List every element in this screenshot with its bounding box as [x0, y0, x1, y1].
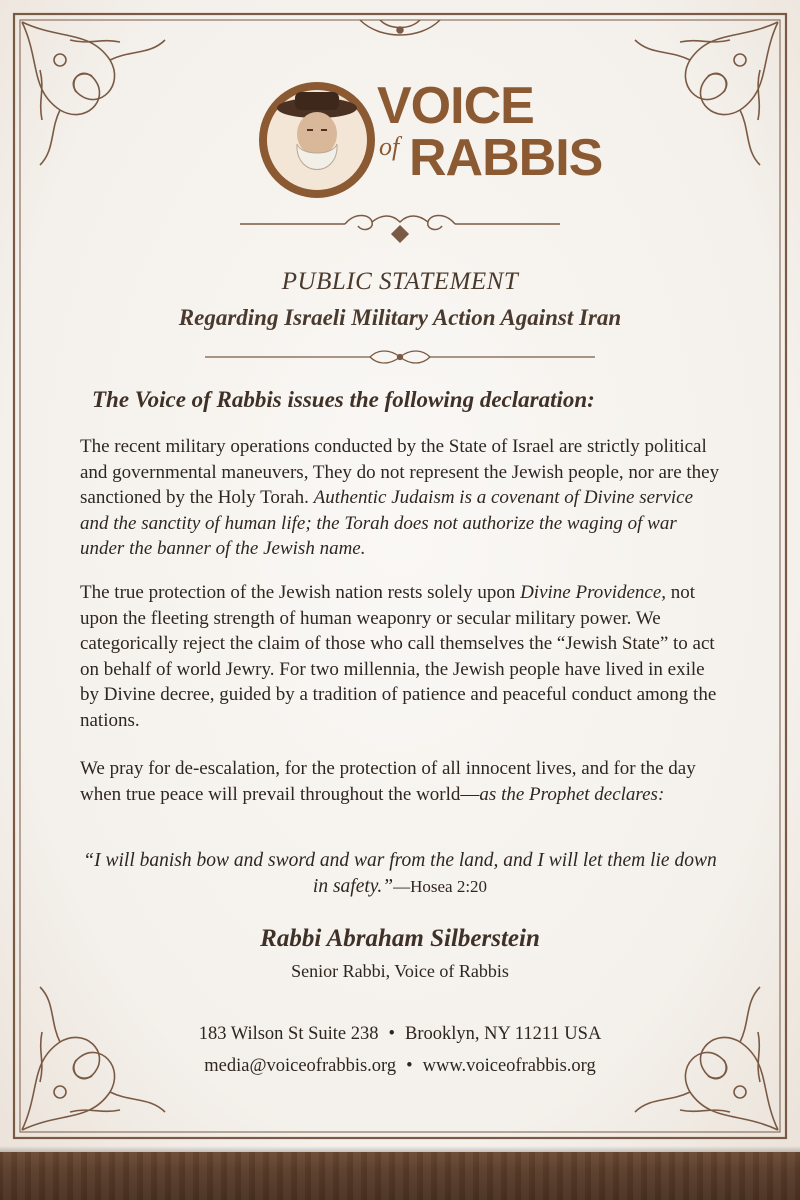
signatory-name: Rabbi Abraham Silberstein: [260, 925, 540, 952]
contact-separator: •: [406, 1056, 413, 1076]
paragraph-3: [80, 756, 720, 807]
signatory-title: Senior Rabbi, Voice of Rabbis: [291, 961, 509, 981]
statement-subtitle: Regarding Israeli Military Action Against Iran: [178, 305, 622, 330]
statement-title: PUBLIC STATEMENT: [281, 268, 519, 295]
quote-reference: —Hosea 2:20: [393, 877, 488, 896]
corner-flourish-top-right: [635, 22, 778, 165]
corner-flourish-top-left: [22, 22, 165, 165]
logo-line-of: of: [379, 132, 400, 161]
contact-email-link[interactable]: media@voiceofrabbis.org: [204, 1056, 397, 1076]
contact-separator: •: [388, 1024, 395, 1044]
paragraph-1-text: The recent military operations conducted by the State of Israel are strictly political and governmental maneuvers, They do not represent the Jewish people, nor are they sanctioned by the Holy Torah.: [80, 436, 720, 508]
declaration-intro: The Voice of Rabbis issues the following declaration:: [92, 387, 595, 412]
wooden-surface: [0, 1152, 800, 1200]
quote-text: “I will banish bow and sword and war from the land, and I will let them lie down in safety.”: [83, 850, 717, 897]
paragraph-3-emphasis: as the Prophet declares:: [479, 783, 665, 805]
paragraph-1-emphasis: Authentic Judaism is a covenant of Divine service and the sanctity of human life; the Torah does not authorize the waging of war under the banner of the Jewish name.: [80, 487, 694, 559]
contact-address: 183 Wilson St Suite 238: [198, 1024, 379, 1044]
logo-line-voice: VOICE: [377, 77, 534, 135]
paragraph-3-text: We pray for de-escalation, for the protection of all innocent lives, and for the day when true peace will prevail throughout the world—: [80, 758, 696, 805]
contact-city: Brooklyn, NY 11211 USA: [405, 1024, 602, 1044]
contact-website-link[interactable]: www.voiceofrabbis.org: [422, 1056, 596, 1076]
logo-divider-ornament: [240, 216, 560, 243]
paragraph-2: [80, 580, 720, 733]
contact-address-line: [0, 1024, 800, 1045]
paragraph-2-emphasis: Divine Providence,: [520, 582, 667, 603]
voice-of-rabbis-logo: [255, 77, 603, 198]
paragraph-1: [80, 434, 720, 562]
logo-wordmark: [377, 77, 603, 190]
contact-online-line: [0, 1056, 800, 1077]
paragraph-2-text-a: The true protection of the Jewish nation rests solely upon: [80, 582, 521, 603]
logo-line-rabbis: RABBIS: [409, 129, 603, 187]
top-center-ornament: [360, 20, 440, 35]
paragraph-2-text-b: not upon the fleeting strength of human weaponry or secular military power. We categorically reject the claim of those who call themselves the “Jewish State” to act on behalf of world Jewry. For two millennia, the Jewish people have lived in exile by Divine decree, guided by a tradition of patience and peaceful conduct among the nations.: [80, 582, 717, 731]
rabbi-portrait-emblem: [255, 78, 380, 198]
scripture-quote: [80, 848, 720, 900]
title-divider-ornament: [205, 351, 595, 363]
